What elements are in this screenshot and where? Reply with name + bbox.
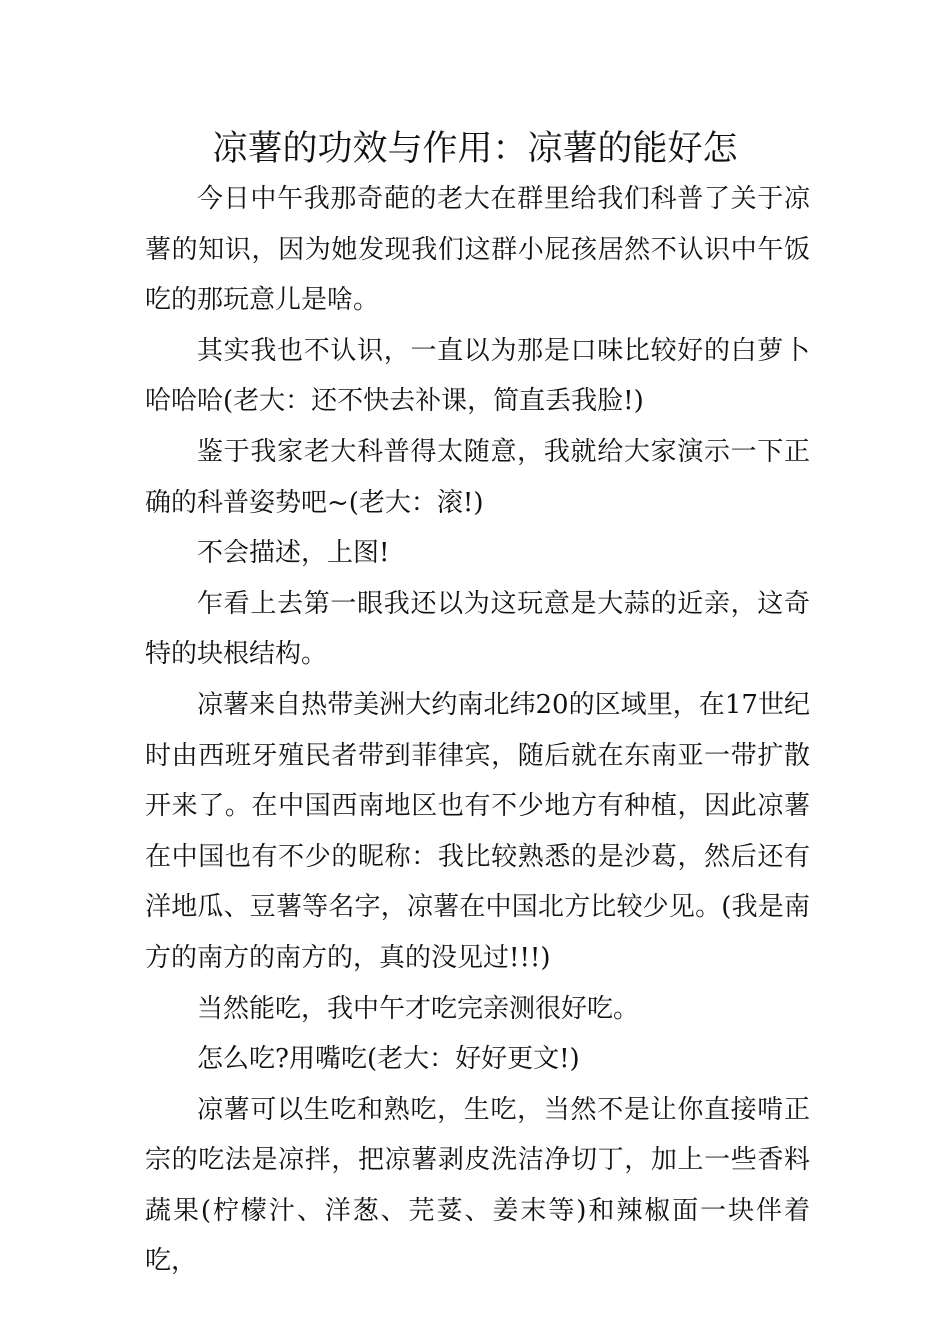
- paragraph: 鉴于我家老大科普得太随意，我就给大家演示一下正确的科普姿势吧~(老大：滚!): [145, 436, 810, 518]
- paragraph: 乍看上去第一眼我还以为这玩意是大蒜的近亲，这奇特的块根结构。: [145, 588, 810, 670]
- paragraph: 当然能吃，我中午才吃完亲测很好吃。: [197, 993, 640, 1024]
- paragraph: 今日中午我那奇葩的老大在群里给我们科普了关于凉薯的知识，因为她发现我们这群小屁孩居然不认识中午饭吃的那玩意儿是啥。: [145, 184, 810, 316]
- paragraph: 不会描述，上图!: [197, 538, 390, 569]
- paragraph: 凉薯来自热带美洲大约南北纬20的区域里，在17世纪时由西班牙殖民者带到菲律宾，随后就在东南亚一带扩散开来了。在中国西南地区也有不少地方有种植，因此凉薯在中国也有不少的昵称：我比较熟悉的是沙葛，然后还有洋地瓜、豆薯等名字，凉薯在中国北方比较少见。(我是南方的南方的南方的，真的没见过!!!): [145, 689, 810, 973]
- paragraph: 凉薯可以生吃和熟吃，生吃，当然不是让你直接啃正宗的吃法是凉拌，把凉薯剥皮洗洁净切丁，加上一些香料蔬果(柠檬汁、洋葱、芫荽、姜末等)和辣椒面一块伴着吃，: [145, 1094, 810, 1277]
- paragraph: 其实我也不认识，一直以为那是口味比较好的白萝卜哈哈哈(老大：还不快去补课，简直丢我脸!): [145, 335, 810, 417]
- paragraph: 怎么吃?用嘴吃(老大：好好更文!): [197, 1044, 580, 1075]
- document-title: 凉薯的功效与作用：凉薯的能好怎: [212, 129, 738, 169]
- document-body: [145, 174, 810, 1287]
